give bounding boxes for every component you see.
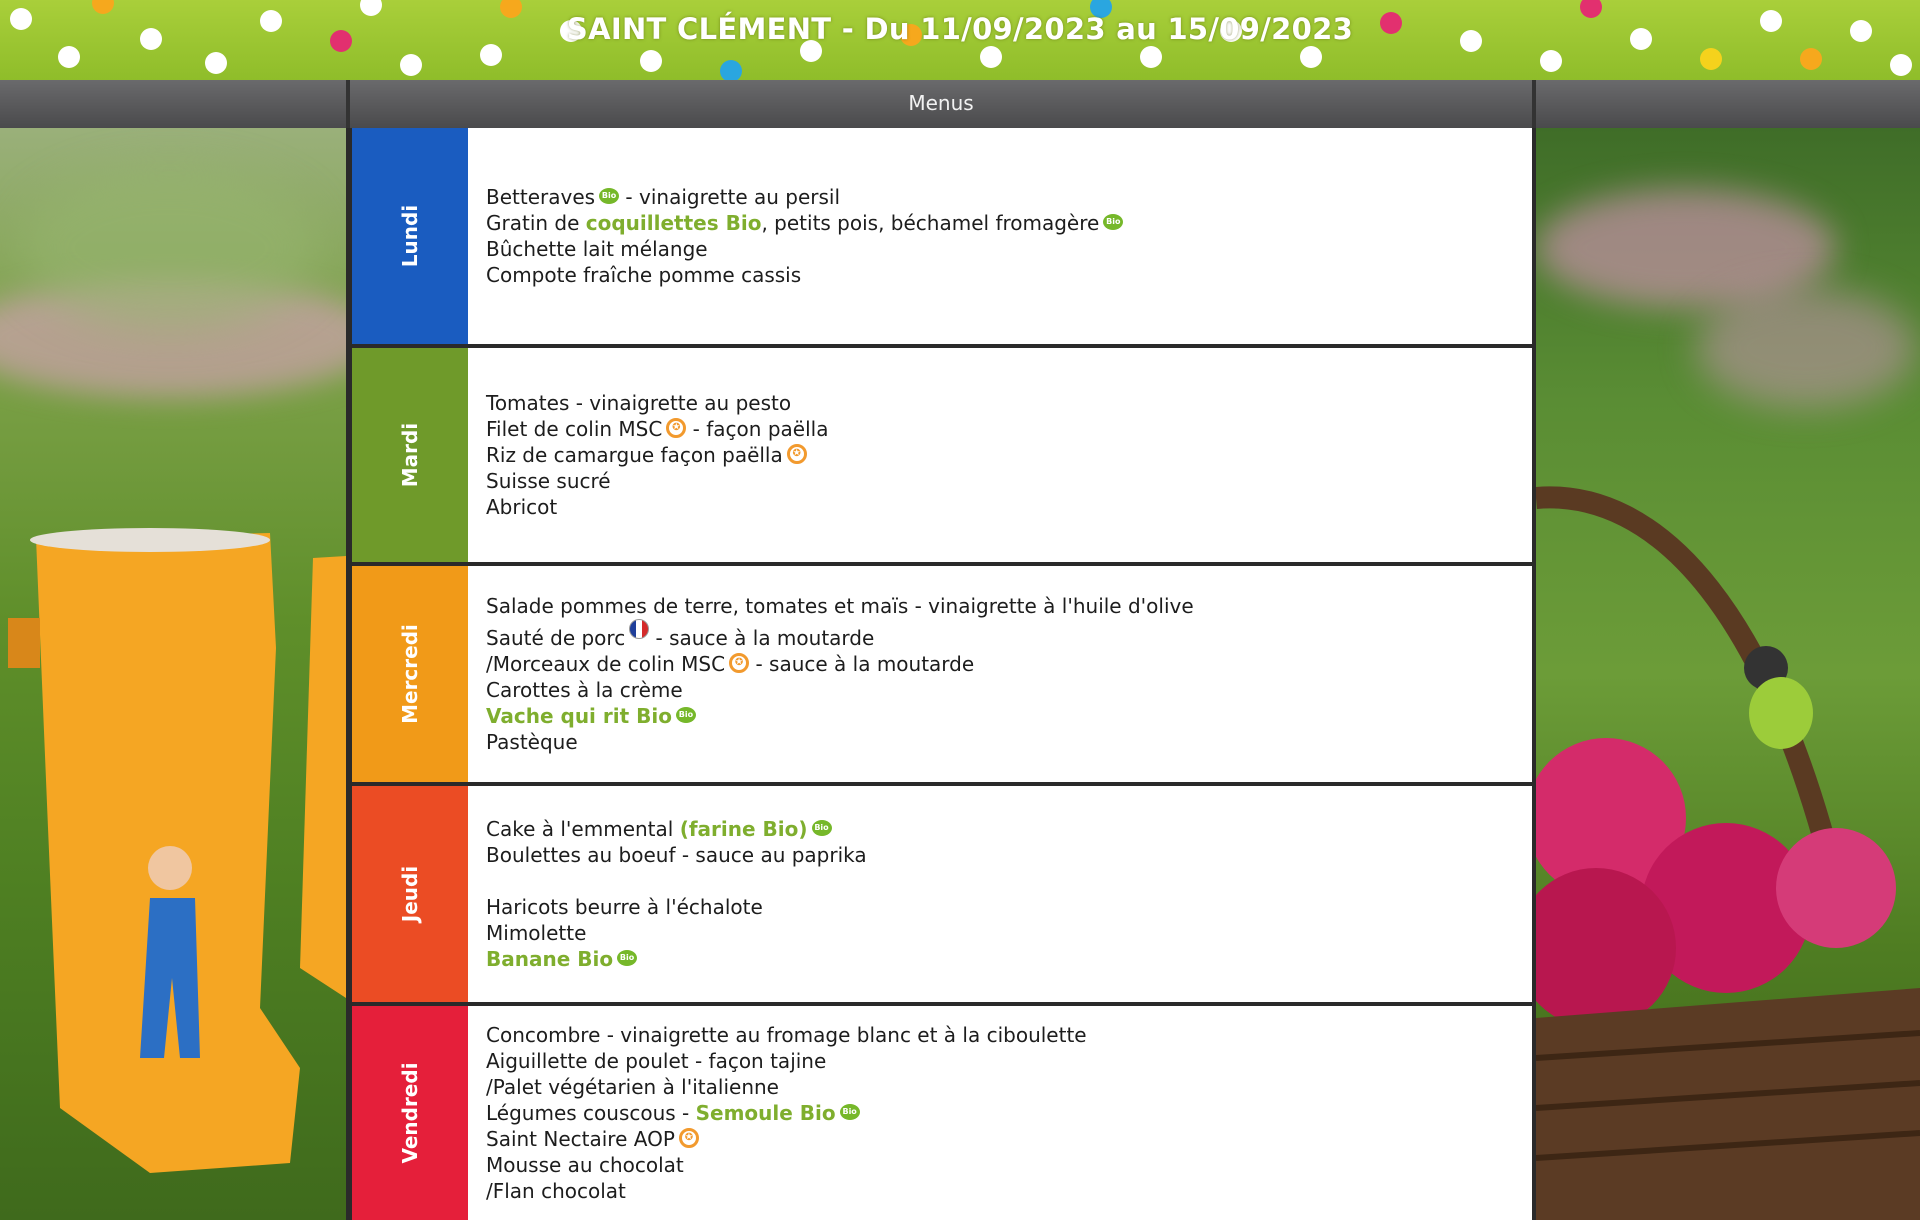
dish-item	[486, 210, 1522, 236]
right-photo-apple-basket	[1536, 128, 1920, 1220]
dish-text: Filet de colin MSC	[486, 417, 663, 441]
day-menu-lundi	[468, 128, 1532, 344]
day-label-vendredi: Vendredi	[352, 1006, 468, 1220]
dish-item	[486, 468, 1522, 494]
dish-item	[486, 1152, 1522, 1178]
dish-text: /Morceaux de colin MSC	[486, 652, 726, 676]
dish-text: Tomates - vinaigrette au pesto	[486, 391, 792, 415]
dish-text: Compote fraîche pomme cassis	[486, 263, 802, 287]
dish-text: Bûchette lait mélange	[486, 237, 708, 261]
dish-text: - sauce à la moutarde	[749, 652, 975, 676]
dish-item	[486, 842, 1522, 868]
day-row-vendredi	[346, 1006, 1536, 1220]
dish-item	[486, 946, 1522, 972]
organic-text: (farine Bio)	[679, 817, 808, 841]
bio-icon: Bio	[840, 1104, 860, 1120]
day-menu-jeudi	[468, 786, 1532, 1002]
dish-text: Mousse au chocolat	[486, 1153, 684, 1177]
apple-basket-illustration	[1536, 128, 1920, 1220]
dish-text: , petits pois, béchamel fromagère	[761, 211, 1100, 235]
msc-label-icon: ✪	[729, 653, 749, 673]
dish-text: Riz de camargue façon paëlla	[486, 443, 783, 467]
dish-item	[486, 1178, 1522, 1204]
bio-icon: Bio	[599, 188, 619, 204]
dish-item	[486, 184, 1522, 210]
dish-item	[486, 651, 1522, 677]
dish-text: Haricots beurre à l'échalote	[486, 895, 763, 919]
menus-column-header: Menus	[346, 80, 1536, 128]
dish-text: - sauce à la moutarde	[649, 626, 875, 650]
bio-icon: Bio	[617, 950, 637, 966]
dish-text: Aiguillette de poulet - façon tajine	[486, 1049, 827, 1073]
day-row-mercredi	[346, 566, 1536, 786]
organic-text: coquillettes Bio	[585, 211, 762, 235]
dish-item	[486, 1048, 1522, 1074]
table-header-bar	[0, 80, 1920, 128]
dish-text: /Palet végétarien à l'italienne	[486, 1075, 779, 1099]
dish-text: Abricot	[486, 495, 558, 519]
dish-item	[486, 920, 1522, 946]
dish-item	[486, 442, 1522, 468]
msc-label-icon: ✪	[666, 418, 686, 438]
dish-text: Suisse sucré	[486, 469, 611, 493]
dish-text: Betteraves	[486, 185, 596, 209]
day-menu-mercredi	[468, 566, 1532, 782]
dish-text: Boulettes au boeuf - sauce au paprika	[486, 843, 867, 867]
organic-text: Semoule Bio	[695, 1101, 836, 1125]
dish-text: Carottes à la crème	[486, 678, 683, 702]
rubber-boot-illustration	[0, 128, 346, 1220]
dish-item	[486, 262, 1522, 288]
dish-item	[486, 729, 1522, 755]
dish-text: /Flan chocolat	[486, 1179, 626, 1203]
left-photo-rubber-boots	[0, 128, 346, 1220]
dish-text: Pastèque	[486, 730, 578, 754]
dish-item	[486, 1100, 1522, 1126]
day-row-lundi	[346, 128, 1536, 348]
dish-item	[486, 816, 1522, 842]
dish-item	[486, 236, 1522, 262]
dish-item	[486, 868, 1522, 894]
day-menu-vendredi	[468, 1006, 1532, 1220]
header-banner	[0, 0, 1920, 80]
page-title: SAINT CLÉMENT - Du 11/09/2023 au 15/09/2023	[566, 12, 1354, 46]
day-label-mardi: Mardi	[352, 348, 468, 562]
dish-text: - vinaigrette au persil	[619, 185, 841, 209]
dish-item	[486, 619, 1522, 651]
day-row-jeudi	[346, 786, 1536, 1006]
dish-item	[486, 593, 1522, 619]
dish-item	[486, 894, 1522, 920]
day-label-mercredi: Mercredi	[352, 566, 468, 782]
dish-item	[486, 703, 1522, 729]
bio-icon: Bio	[676, 707, 696, 723]
dish-item	[486, 1074, 1522, 1100]
french-flag-icon	[629, 619, 649, 639]
dish-text: Saint Nectaire AOP	[486, 1127, 675, 1151]
dish-text: Sauté de porc	[486, 626, 626, 650]
day-label-lundi: Lundi	[352, 128, 468, 344]
dish-text: Concombre - vinaigrette au fromage blanc et à la ciboulette	[486, 1023, 1087, 1047]
dish-item	[486, 390, 1522, 416]
msc-label-icon: ✪	[679, 1128, 699, 1148]
bio-icon: Bio	[812, 820, 832, 836]
dish-text: Cake à l'emmental	[486, 817, 680, 841]
day-row-mardi	[346, 348, 1536, 566]
menu-table	[346, 128, 1536, 1220]
msc-label-icon: ✪	[787, 444, 807, 464]
organic-text: Banane Bio	[486, 947, 614, 971]
dish-item	[486, 416, 1522, 442]
dish-item	[486, 1022, 1522, 1048]
organic-text: Vache qui rit Bio	[486, 704, 672, 728]
dish-text: - façon paëlla	[686, 417, 829, 441]
dish-text: Légumes couscous -	[486, 1101, 696, 1125]
dish-text: Mimolette	[486, 921, 587, 945]
dish-item	[486, 677, 1522, 703]
day-menu-mardi	[468, 348, 1532, 562]
dish-item	[486, 494, 1522, 520]
dish-text: Salade pommes de terre, tomates et maïs - vinaigrette à l'huile d'olive	[486, 594, 1194, 618]
day-label-jeudi: Jeudi	[352, 786, 468, 1002]
dish-item	[486, 1126, 1522, 1152]
bio-icon: Bio	[1103, 214, 1123, 230]
dish-text: Gratin de	[486, 211, 586, 235]
